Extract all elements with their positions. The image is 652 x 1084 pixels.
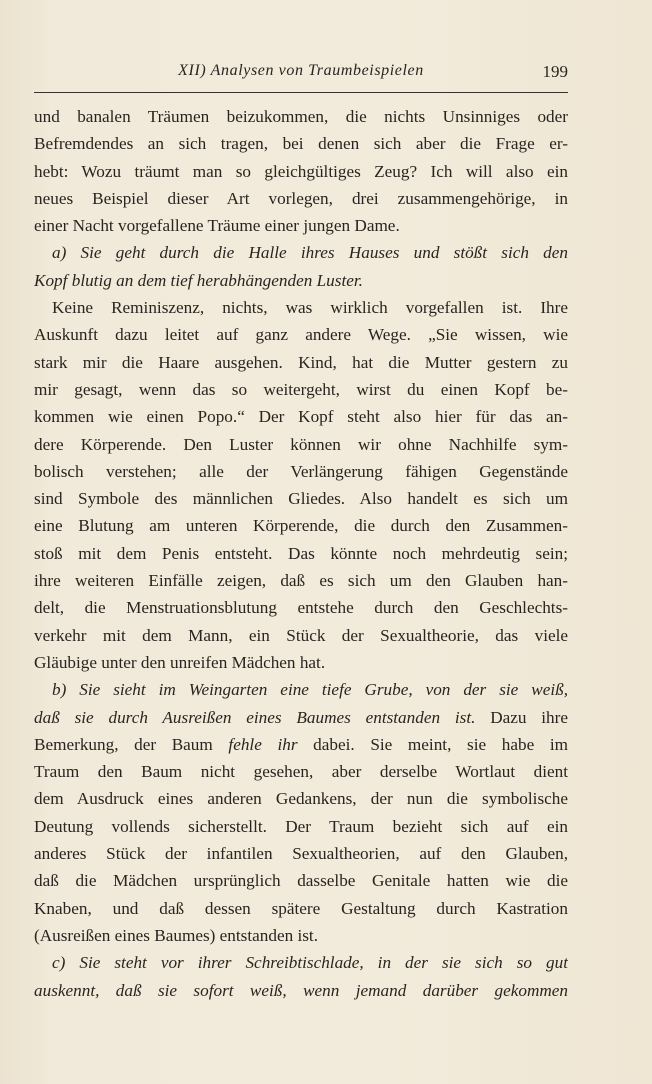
text-line — [34, 158, 568, 185]
text-line — [34, 895, 568, 922]
text-segment: dabei. Sie meint, sie habe im — [297, 734, 568, 754]
text-line — [34, 267, 568, 294]
text-segment: hebt: Wozu träumt man so gleichgültiges Zeug? Ich will also ein — [34, 161, 568, 181]
text-segment: Traum den Baum nicht gesehen, aber derselbe Wortlaut dient — [34, 762, 568, 782]
text-segment: Auskunft dazu leitet auf ganz andere Wege. „Sie wissen, wie — [34, 325, 568, 345]
text-line — [34, 349, 568, 376]
text-segment: einer Nacht vorgefallene Träume einer jungen Dame. — [34, 216, 400, 236]
text-segment: daß die Mädchen ursprünglich dasselbe Genitale hatten wie die — [34, 871, 568, 891]
text-segment: Gläubige unter den unreifen Mädchen hat. — [34, 652, 326, 672]
text-line — [34, 758, 568, 785]
text-line — [34, 458, 568, 485]
text-segment: anderes Stück der infantilen Sexualtheorien, auf den Glauben, — [34, 844, 568, 864]
text-line — [34, 403, 568, 430]
text-segment: bolisch verstehen; alle der Verlängerung fähigen Gegenstände — [34, 461, 568, 481]
text-segment: neues Beispiel dieser Art vorlegen, drei zusammengehörige, in — [34, 188, 568, 208]
text-segment: dem Ausdruck eines anderen Gedankens, der nun die symbolische — [34, 789, 568, 809]
text-segment: eine Blutung am unteren Körperende, die durch den Zusammen- — [34, 516, 568, 536]
text-line — [34, 540, 568, 567]
page-header — [34, 60, 568, 93]
italic-text-segment: c) Sie steht vor ihrer Schreibtischlade, in der sie sich so gut — [52, 953, 568, 973]
text-segment: Knaben, und daß dessen spätere Gestaltung durch Kastration — [34, 898, 568, 918]
text-line — [34, 103, 568, 130]
text-segment: Deutung vollends sicherstellt. Der Traum bezieht sich auf ein — [34, 816, 568, 836]
text-line — [34, 294, 568, 321]
italic-text-segment: auskennt, daß sie sofort weiß, wenn jemand darüber gekommen — [34, 980, 568, 1000]
text-line — [34, 867, 568, 894]
text-line — [34, 185, 568, 212]
italic-text-segment: fehle ihr — [228, 734, 298, 754]
text-line — [34, 704, 568, 731]
text-line — [34, 321, 568, 348]
text-segment: mir gesagt, wenn das so weitergeht, wirst du einen Kopf be- — [34, 379, 568, 399]
text-line — [34, 431, 568, 458]
text-line — [34, 567, 568, 594]
text-segment: und banalen Träumen beizukommen, die nichts Unsinniges oder — [34, 107, 568, 126]
text-segment: kommen wie einen Popo.“ Der Kopf steht also hier für das an- — [34, 407, 568, 427]
text-line — [34, 622, 568, 649]
text-line — [34, 949, 568, 976]
text-line — [34, 485, 568, 512]
running-title: XII) Analysen von Traumbeispielen — [178, 62, 424, 79]
text-line — [34, 813, 568, 840]
text-line — [34, 922, 568, 949]
italic-text-segment: Kopf blutig an dem tief herabhängenden Luster. — [34, 270, 363, 290]
text-segment: Befremdendes an sich tragen, bei denen sich aber die Frage er- — [34, 134, 568, 154]
text-line — [34, 840, 568, 867]
text-line — [34, 594, 568, 621]
body-text — [34, 103, 568, 1004]
italic-text-segment: b) Sie sieht im Weingarten eine tiefe Grube, von der sie weiß, — [52, 680, 568, 700]
text-segment: stark mir die Haare ausgehen. Kind, hat die Mutter gestern zu — [34, 352, 568, 372]
text-line — [34, 212, 568, 239]
page-number: 199 — [542, 62, 568, 81]
text-segment: sind Symbole des männlichen Gliedes. Also handelt es sich um — [34, 489, 568, 509]
text-line — [34, 731, 568, 758]
text-line — [34, 130, 568, 157]
text-segment: stoß mit dem Penis entsteht. Das könnte noch mehrdeutig sein; — [34, 543, 568, 563]
text-line — [34, 376, 568, 403]
text-segment: Bemerkung, der Baum — [34, 734, 229, 754]
text-segment: ihre weiteren Einfälle zeigen, daß es sich um den Glauben han- — [34, 571, 568, 591]
text-segment: (Ausreißen eines Baumes) entstanden ist. — [34, 925, 318, 945]
text-line — [34, 239, 568, 266]
text-segment: Dazu ihre — [475, 707, 568, 727]
italic-text-segment: daß sie durch Ausreißen eines Baumes entstanden ist. — [34, 707, 476, 727]
text-line — [34, 512, 568, 539]
text-line — [34, 649, 568, 676]
text-segment: dere Körperende. Den Luster können wir ohne Nachhilfe sym- — [34, 434, 568, 454]
italic-text-segment: a) Sie geht durch die Halle ihres Hauses und stößt sich den — [52, 243, 568, 263]
text-line — [34, 977, 568, 1004]
text-segment: Keine Reminiszenz, nichts, was wirklich vorgefallen ist. Ihre — [52, 298, 568, 318]
text-segment: delt, die Menstruationsblutung entstehe durch den Geschlechts- — [34, 598, 568, 618]
text-segment: verkehr mit dem Mann, ein Stück der Sexualtheorie, das viele — [34, 625, 568, 645]
text-line — [34, 785, 568, 812]
text-line — [34, 676, 568, 703]
